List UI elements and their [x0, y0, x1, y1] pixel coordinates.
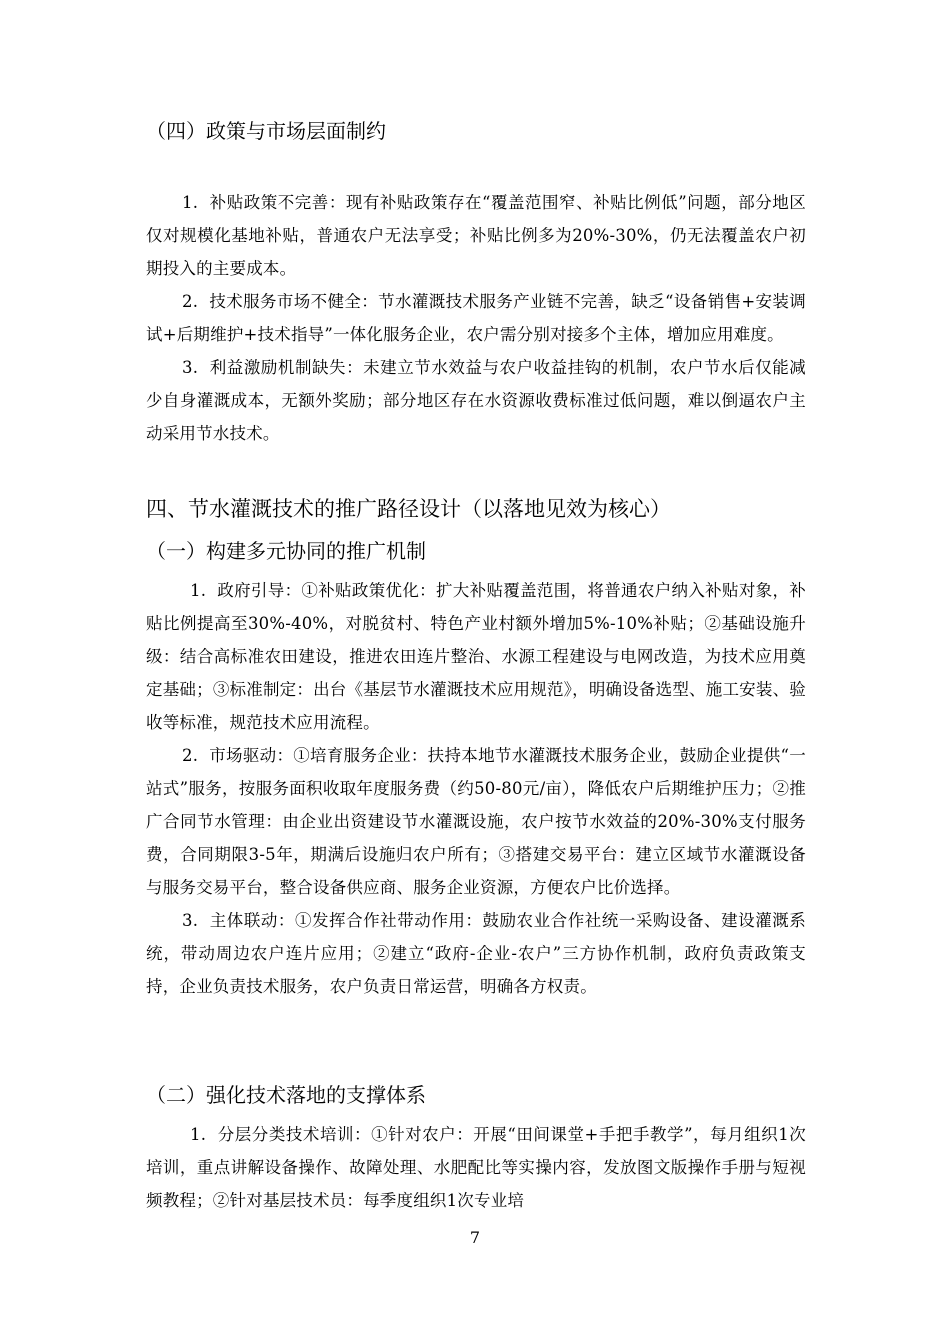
policy-item-incentive: 3. 利益激励机制缺失：未建立节水效益与农户收益挂钩的机制，农户节水后仅能减少自身灌溉成本，无额外奖励；部分地区存在水资源收费标准过低问题，难以倒逼农户主动采用节水技术。 [146, 358, 806, 443]
page-number: 7 [469, 1228, 481, 1247]
support-item-training: 1. 分层分类技术培训：①针对农户：开展“田间课堂+手把手教学”，每月组织1次培训，重点讲解设备操作、故障处理、水肥配比等实操内容，发放图文版操作手册与短视频教程；②针对基层技术员：每季度组织1次专业培 [146, 1125, 806, 1210]
mechanism-items-list [146, 574, 806, 1003]
section-2 [146, 1080, 806, 1110]
section-heading-policy-market: （四）政策与市场层面制约 [146, 119, 386, 143]
mechanism-item-market: 2. 市场驱动：①培育服务企业：扶持本地节水灌溉技术服务企业，鼓励企业提供“一站式”服务，按服务面积收取年度服务费（约50-80元/亩），降低农户后期维护压力；②推广合同节水管理：由企业出资建设节水灌溉设施，农户按节水效益的20%-30%支付服务费，合同期限3-5年，期满后设施归农户所有；③搭建交易平台：建立区域节水灌溉设备与服务交易平台，整合设备供应商、服务企业资源，方便农户比价选择。 [146, 746, 806, 897]
policy-items-list [146, 186, 806, 450]
chapter-4 [146, 494, 806, 524]
section-1 [146, 536, 806, 566]
mechanism-item-government: 1. 政府引导：①补贴政策优化：扩大补贴覆盖范围，将普通农户纳入补贴对象，补贴比例提高至30%-40%，对脱贫村、特色产业村额外增加5%-10%补贴；②基础设施升级：结合高标准农田建设，推进农田连片整治、水源工程建设与电网改造，为技术应用奠定基础；③标准制定：出台《基层节水灌溉技术应用规范》，明确设备选型、施工安装、验收等标准，规范技术应用流程。 [146, 581, 806, 732]
section-heading-mechanism: （一）构建多元协同的推广机制 [146, 539, 426, 563]
support-items-list [146, 1118, 806, 1217]
chapter-heading-promotion-path: 四、节水灌溉技术的推广路径设计（以落地见效为核心） [146, 497, 671, 521]
section-4-policy [146, 116, 806, 146]
mechanism-item-stakeholders: 3. 主体联动：①发挥合作社带动作用：鼓励农业合作社统一采购设备、建设灌溉系统，带动周边农户连片应用；②建立“政府-企业-农户”三方协作机制，政府负责政策支持，企业负责技术服务，农户负责日常运营，明确各方权责。 [146, 911, 806, 996]
policy-item-subsidy: 1. 补贴政策不完善：现有补贴政策存在“覆盖范围窄、补贴比例低”问题，部分地区仅对规模化基地补贴，普通农户无法享受；补贴比例多为20%-30%，仍无法覆盖农户初期投入的主要成本。 [146, 193, 806, 278]
policy-item-service-market: 2. 技术服务市场不健全：节水灌溉技术服务产业链不完善，缺乏“设备销售+安装调试+后期维护+技术指导”一体化服务企业，农户需分别对接多个主体，增加应用难度。 [146, 292, 806, 344]
section-heading-support-system: （二）强化技术落地的支撑体系 [146, 1083, 426, 1107]
